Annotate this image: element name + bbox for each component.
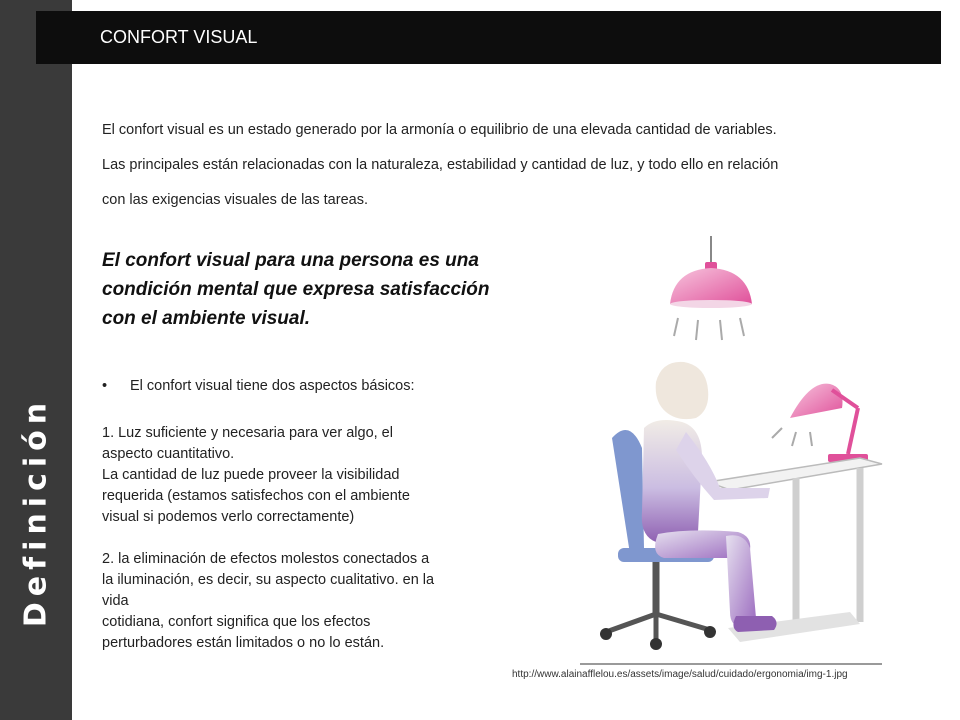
ceiling-lamp-icon [670, 236, 752, 340]
point-line: 1. Luz suficiente y necesaria para ver algo, el [102, 425, 393, 441]
illustration-svg [560, 232, 945, 666]
point-line: vida [102, 593, 129, 609]
intro-line: Las principales están relacionadas con la naturaleza, estabilidad y cantidad de luz, y todo ello en relación [102, 157, 779, 173]
point-line: la iluminación, es decir, su aspecto cualitativo. en la [102, 572, 435, 588]
intro-paragraph [102, 113, 922, 218]
intro-line: El confort visual es un estado generado por la armonía o equilibrio de una elevada cantidad de variables. [102, 122, 777, 138]
bullet-marker: • [102, 378, 108, 394]
point-line: visual si podemos verlo correctamente) [102, 509, 355, 525]
point-line: perturbadores están limitados o no lo están. [102, 635, 385, 651]
image-source-caption: http://www.alainafflelou.es/assets/image/salud/cuidado/ergonomia/img-1.jpg [512, 669, 848, 680]
header-bar [36, 11, 941, 64]
side-title: Definición [18, 396, 54, 628]
point-line: 2. la eliminación de efectos molestos conectados a [102, 551, 430, 567]
seated-person-icon [642, 362, 777, 632]
ergonomics-illustration [560, 232, 945, 666]
intro-line: con las exigencias visuales de las tareas. [102, 192, 368, 208]
desk-lamp-icon [772, 384, 868, 462]
aspects-list [102, 423, 502, 654]
point-line: aspecto cuantitativo. [102, 446, 235, 462]
sidebar [0, 0, 72, 720]
bullet-item [102, 378, 415, 394]
point-line: La cantidad de luz puede proveer la visibilidad [102, 467, 400, 483]
point-line: cotidiana, confort significa que los efectos [102, 614, 371, 630]
slide-title: CONFORT VISUAL [100, 27, 258, 47]
bullet-text: El confort visual tiene dos aspectos básicos: [130, 378, 415, 394]
point-line: requerida (estamos satisfechos con el ambiente [102, 488, 410, 504]
definition-quote: El confort visual para una persona es una condición mental que expresa satisfacción con el ambiente visual. [102, 250, 490, 329]
